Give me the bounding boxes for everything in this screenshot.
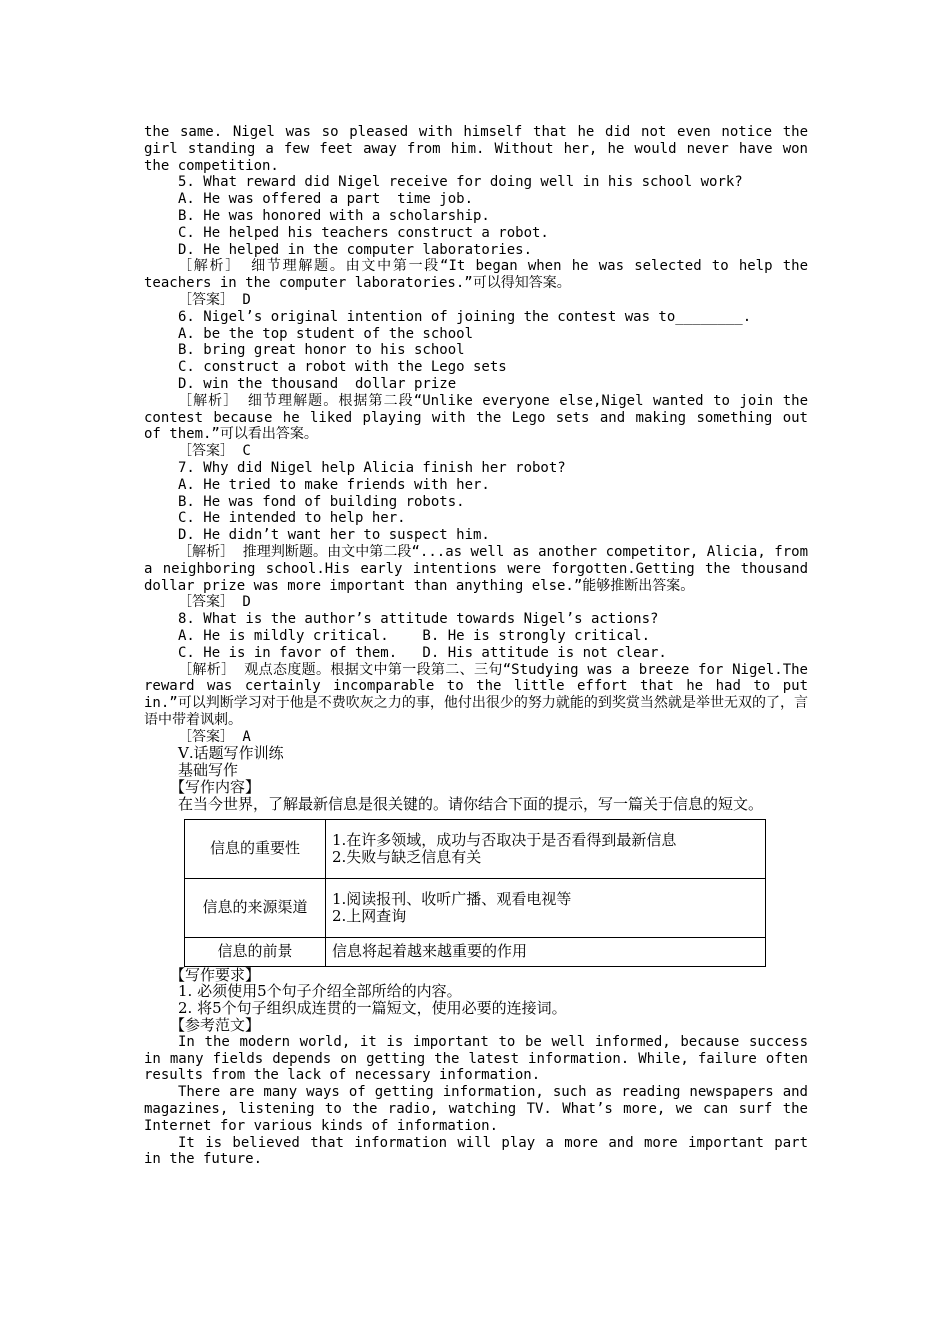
table-row: [185, 937, 766, 966]
table-row: [185, 819, 766, 878]
q8-stem: 8. What is the author’s attitude towards Nigel’s actions?: [178, 611, 659, 628]
q5-analysis: ［解析］ 细节理解题。由文中第一段“It began when he was selected to help the teachers in the computer laboratories.”可以得知答案。: [144, 258, 808, 292]
q6-option-d: D. win the thousand dollar prize: [178, 375, 457, 392]
section-title: Ⅴ.话题写作训练: [178, 744, 284, 763]
value-line: 2.失败与缺乏信息有关: [332, 847, 482, 866]
requirements-heading: 【写作要求】: [170, 965, 261, 984]
q6-option-b: B. bring great honor to his school: [178, 342, 465, 359]
row-key-sources: 信息的来源渠道: [185, 878, 326, 937]
q8-options-ab: A. He is mildly critical. B. He is strongly critical.: [178, 627, 651, 644]
document-page: [144, 124, 808, 1168]
requirement-2: 2. 将5个句子组织成连贯的一篇短文，使用必要的连接词。: [178, 999, 567, 1018]
info-table: [184, 819, 766, 967]
q6-answer: ［答案］ C: [178, 443, 251, 460]
q8-answer: ［答案］ A: [178, 728, 251, 745]
value-line: 1.阅读报刊、收听广播、观看电视等: [332, 889, 572, 908]
q5-option-a: A. He was offered a part time job.: [178, 191, 474, 208]
sample-paragraph-3: It is believed that information will play a more and more important part in the future.: [144, 1134, 808, 1168]
q8-analysis: ［解析］ 观点态度题。根据文中第一段第二、三句“Studying was a breeze for Nigel.The reward was certainly incomparable to the little effort that he had to put in.”可以判断学习对于他是不费吹灰之力的事，他付出很少的努力就能的到奖赏当然就是举世无双的了，言语中带着讽刺。: [144, 661, 808, 728]
q6-option-c: C. construct a robot with the Lego sets: [178, 359, 507, 376]
q8-options-cd: C. He is in favor of them. D. His attitude is not clear.: [178, 644, 667, 661]
q7-answer: ［答案］ D: [178, 594, 251, 611]
row-value-prospect: 信息将起着越来越重要的作用: [326, 937, 766, 966]
requirement-1: 1. 必须使用5个句子介绍全部所给的内容。: [178, 982, 462, 1001]
sample-paragraph-2: There are many ways of getting information, such as reading newspapers and magazines, listening to the radio, watching TV. What’s more, we can surf the Internet for various kinds of information.: [144, 1084, 808, 1134]
row-value-sources: [326, 878, 766, 937]
content-heading: 【写作内容】: [170, 778, 261, 797]
q5-option-d: D. He helped in the computer laboratories.: [178, 241, 533, 258]
sample-heading: 【参考范文】: [170, 1016, 261, 1035]
q5-stem: 5. What reward did Nigel receive for doing well in his school work?: [178, 174, 743, 191]
q7-option-a: A. He tried to make friends with her.: [178, 476, 490, 493]
value-line: 2.上网查询: [332, 906, 407, 925]
q5-option-c: C. He helped his teachers construct a robot.: [178, 224, 549, 241]
q7-stem: 7. Why did Nigel help Alicia finish her robot?: [178, 459, 566, 476]
content-intro: 在当今世界，了解最新信息是很关键的。请你结合下面的提示，写一篇关于信息的短文。: [178, 794, 764, 813]
value-line: 1.在许多领域，成功与否取决于是否看得到最新信息: [332, 830, 677, 849]
row-key-prospect: 信息的前景: [185, 937, 326, 966]
q5-option-b: B. He was honored with a scholarship.: [178, 207, 490, 224]
q6-analysis: ［解析］ 细节理解题。根据第二段“Unlike everyone else,Nigel wanted to join the contest because he liked playing with the Lego sets and making something out of them.”可以看出答案。: [144, 392, 808, 443]
q6-option-a: A. be the top student of the school: [178, 325, 474, 342]
passage-end: the same. Nigel was so pleased with himself that he did not even notice the girl standing a few feet away from him. Without her, he would never have won the competition.: [144, 124, 808, 174]
q6-stem: 6. Nigel’s original intention of joining the contest was to________.: [178, 308, 752, 325]
q7-option-b: B. He was fond of building robots.: [178, 493, 465, 510]
sample-paragraph-1: In the modern world, it is important to be well informed, because success in many fields depends on getting the latest information. While, failure often results from the lack of necessary information.: [144, 1033, 808, 1084]
q7-analysis: ［解析］ 推理判断题。由文中第二段“...as well as another competitor, Alicia, from a neighboring school.His early intentions were forgotten.Getting the thousand dollar prize was more important than anything else.”能够推断出答案。: [144, 543, 808, 594]
row-key-importance: 信息的重要性: [185, 819, 326, 878]
row-value-importance: [326, 819, 766, 878]
q5-answer: ［答案］ D: [178, 291, 251, 308]
q7-option-d: D. He didn’t want her to suspect him.: [178, 527, 490, 544]
table-row: [185, 878, 766, 937]
subsection-title: 基础写作: [178, 761, 239, 780]
q7-option-c: C. He intended to help her.: [178, 510, 406, 527]
